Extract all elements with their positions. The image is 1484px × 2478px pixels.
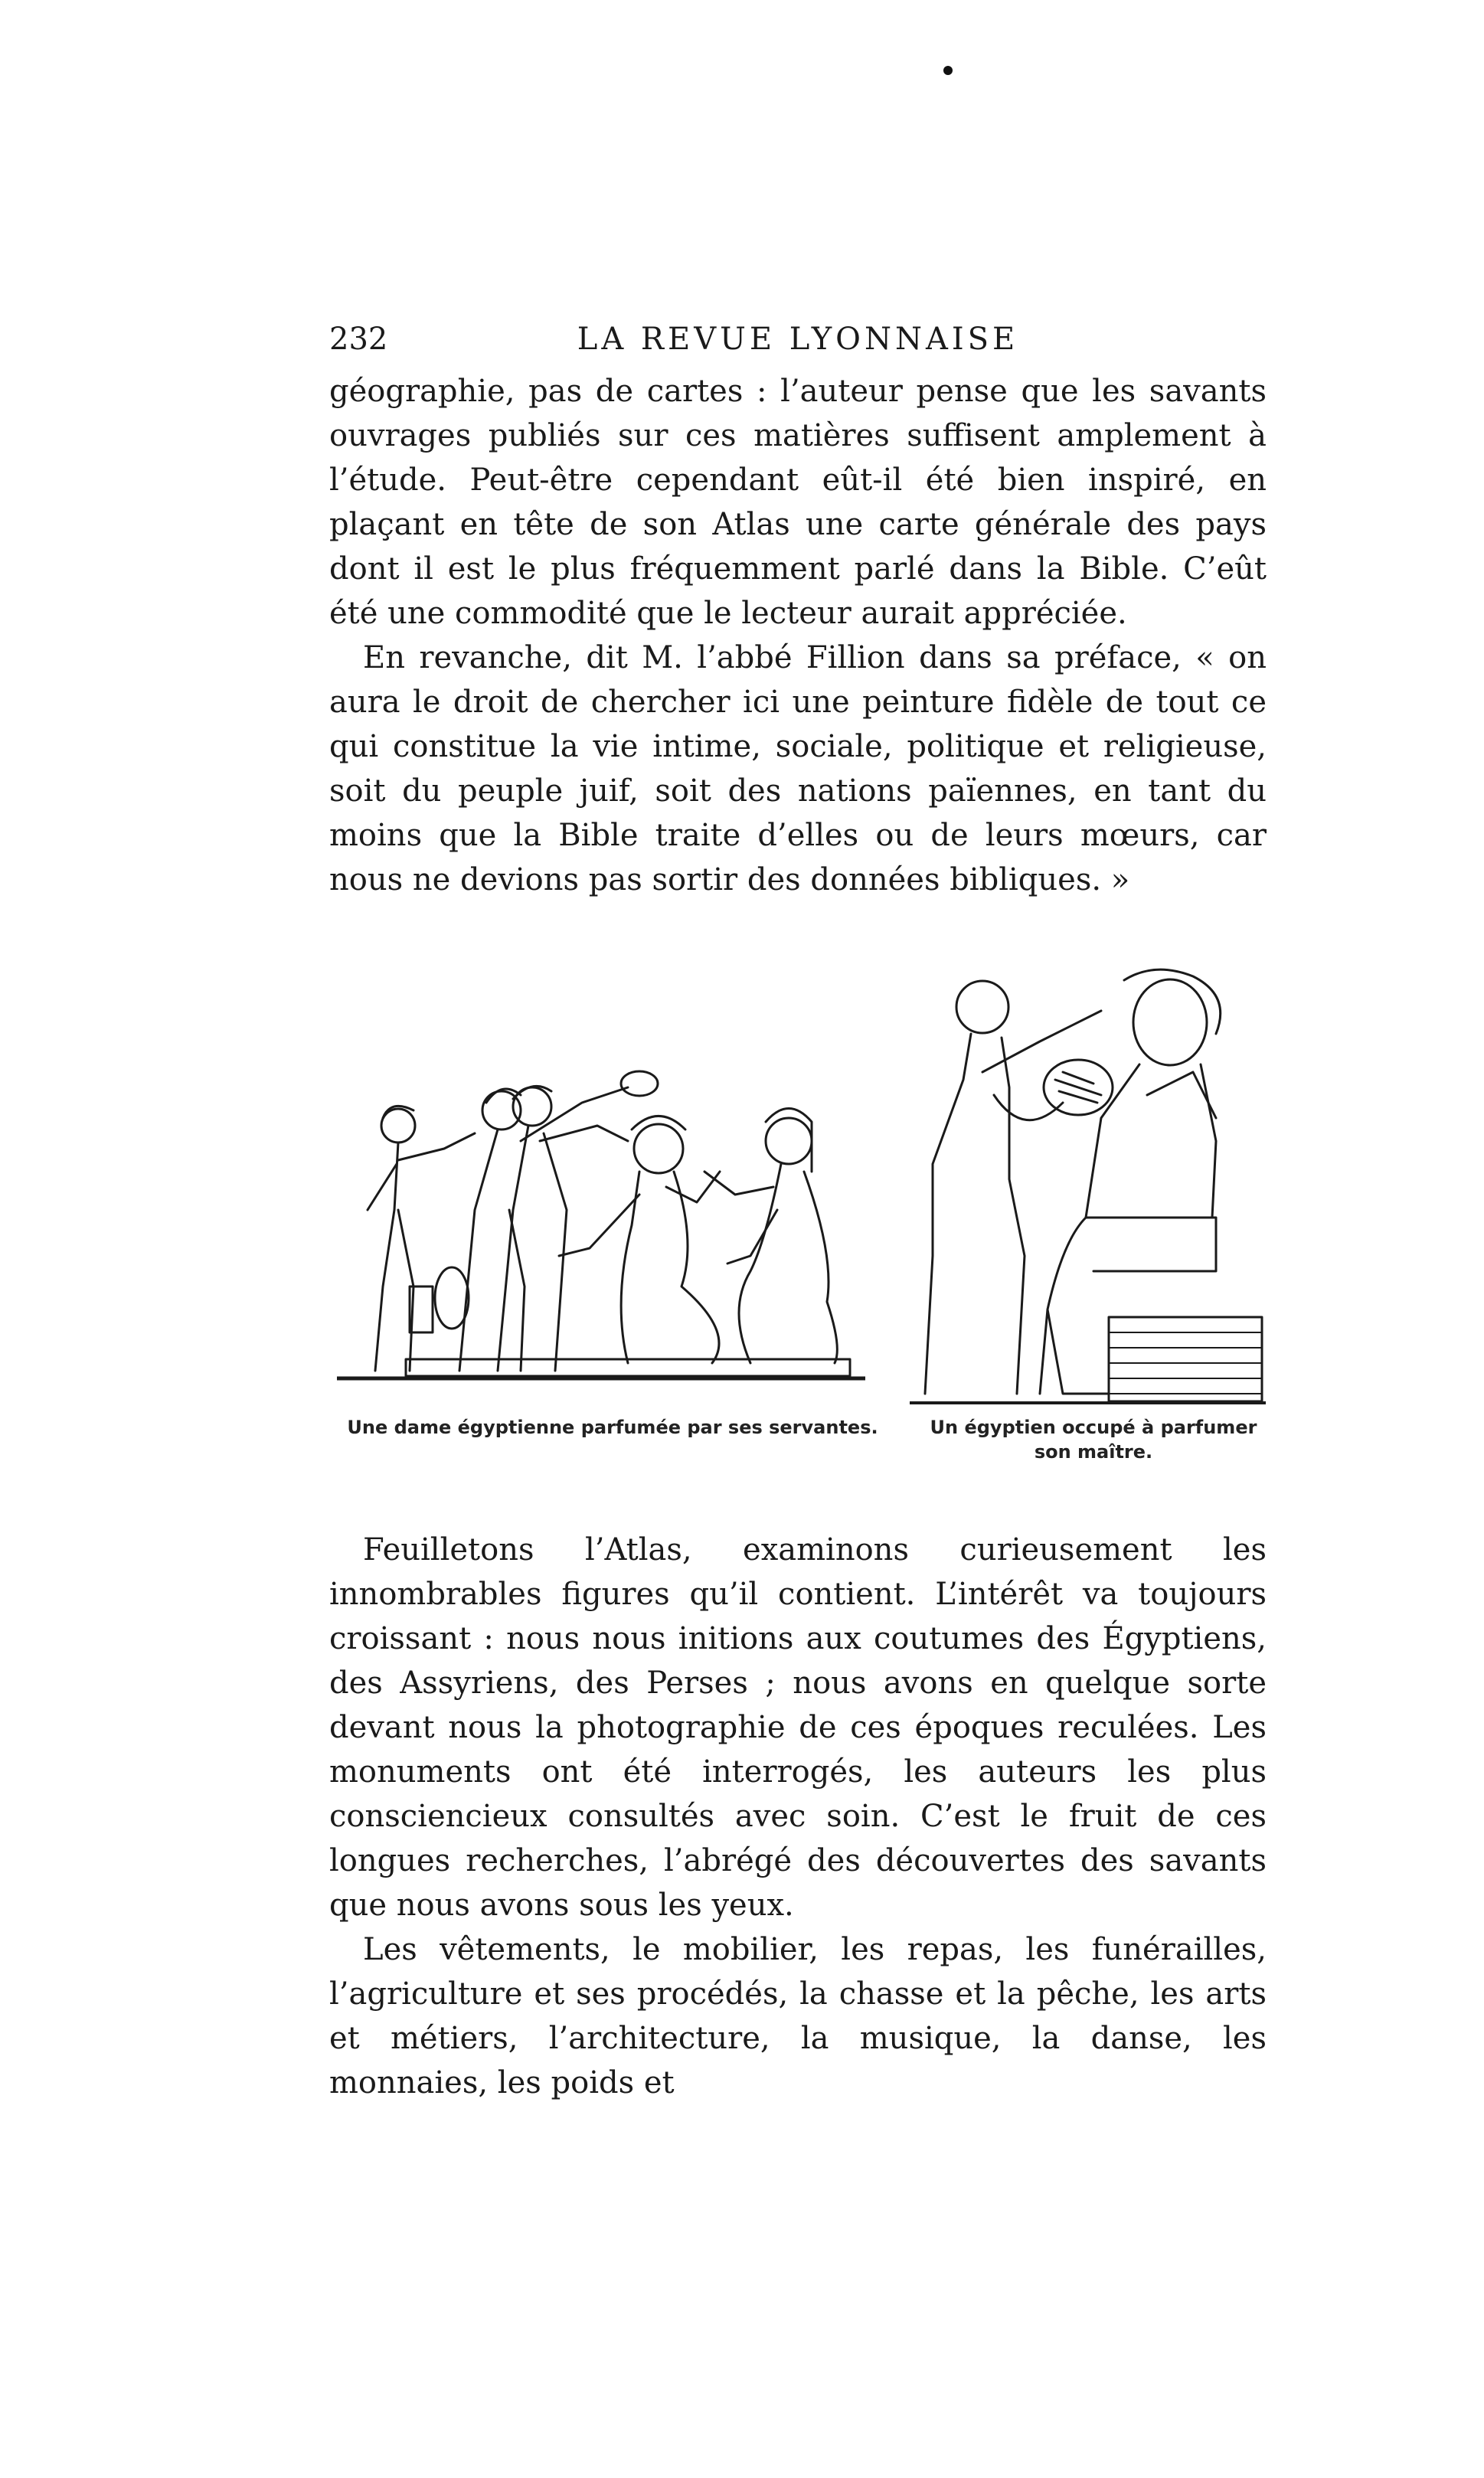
text-block-bottom [329, 1528, 1267, 2105]
figure-caption: Une dame égyptienne parfumée par ses servantes. [347, 1417, 878, 1438]
page-number: 232 [329, 322, 388, 357]
paragraph: Feuilletons l’Atlas, examinons curieusement les innombrables figures qu’il contient. L’intérêt va toujours croissant : nous nous initions aux coutumes des Égyptiens, des Assyriens, des Perses ; nous avons en quelque sorte devant nous la photographie de ces époques reculées. Les monuments ont été interrogés, les auteurs les plus consciencieux consultés avec soin. C’est le fruit de ces longues recherches, l’abrégé des découvertes des savants que nous avons sous les yeux. [329, 1532, 1267, 1923]
text-block-top [329, 369, 1267, 902]
illustration-servant-perfuming-master [910, 965, 1266, 1409]
running-title: LA REVUE LYONNAISE [577, 322, 1019, 357]
paragraph: Les vêtements, le mobilier, les repas, les funérailles, l’agriculture et ses procédés, la chasse et la pêche, les arts et métiers, l’architecture, la musique, la danse, les monnaies, les poids et [329, 1932, 1267, 2100]
ink-speck [943, 66, 953, 75]
figure-caption: Un égyptien occupé à parfumer son maître. [930, 1417, 1257, 1463]
paragraph: En revanche, dit M. l’abbé Fillion dans sa préface, « on aura le droit de chercher ici une peinture fidèle de tout ce qui constitue la vie intime, sociale, politique et religieuse, soit du peuple juif, soit des nations païennes, en tant du moins que la Bible traite d’elles ou de leurs mœurs, car nous ne devions pas sortir des données bibliques. » [329, 640, 1267, 897]
illustration-lady-perfumed [337, 1057, 865, 1409]
page-header [329, 322, 1267, 368]
paragraph: géographie, pas de cartes : l’auteur pense que les savants ouvrages publiés sur ces matières suffisent amplement à l’étude. Peut-être cependant eût-il été bien inspiré, en plaçant en tête de son Atlas une carte générale des pays dont il est le plus fréquemment parlé dans la Bible. C’eût été une commodité que le lecteur aurait appréciée. [329, 374, 1267, 631]
